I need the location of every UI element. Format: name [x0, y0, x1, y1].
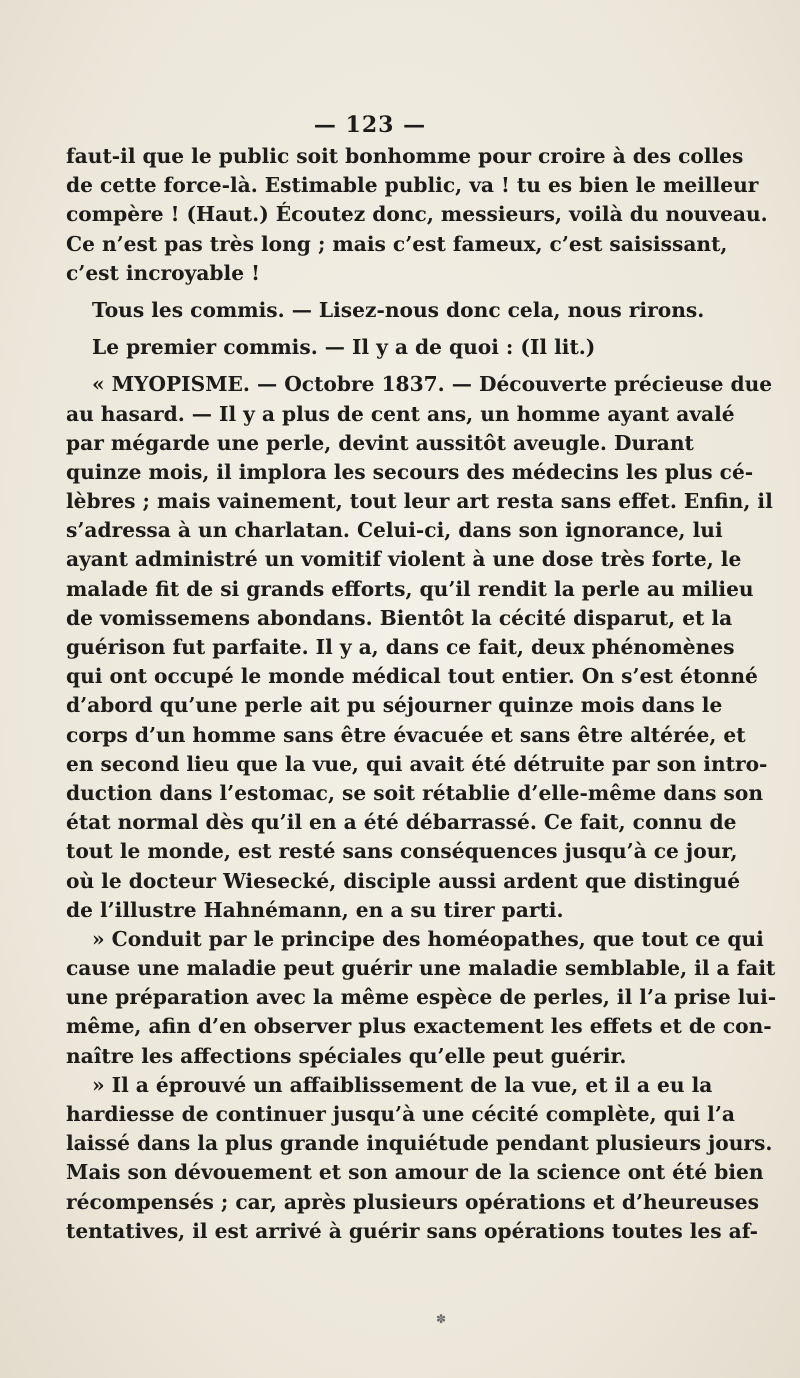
text-line: tout le monde, est resté sans conséquences jusqu’à ce jour,: [66, 839, 738, 864]
text-line: en second lieu que la vue, qui avait été détruite par son intro-: [66, 751, 768, 776]
text-line: duction dans l’estomac, se soit rétablie d’elle-même dans son: [66, 780, 764, 805]
text-line: hardiesse de continuer jusqu’à une cécité complète, qui l’a: [66, 1102, 735, 1126]
text-line: » Il a éprouvé un affaiblissement de la vue, et il a eu la: [92, 1072, 713, 1097]
text-line: Tous les commis. — Lisez-nous donc cela, nous rirons.: [92, 297, 705, 322]
text-line: de l’illustre Hahnémann, en a su tirer parti.: [66, 897, 564, 922]
text-line: corps d’un homme sans être évacuée et sans être altérée, et: [66, 722, 746, 747]
text-line: de vomissemens abondans. Bientôt la cécité disparut, et la: [66, 605, 733, 630]
page-speck-mark: ✽: [436, 1312, 447, 1326]
text-line: Ce n’est pas très long ; mais c’est fameux, c’est saisissant,: [66, 231, 728, 256]
text-line: d’abord qu’une perle ait pu séjourner quinze mois dans le: [66, 693, 723, 718]
text-line: une préparation avec la même espèce de perles, il l’a prise lui-: [66, 985, 777, 1010]
text-line: quinze mois, il implora les secours des médecins les plus cé-: [66, 459, 754, 484]
text-line: faut-il que le public soit bonhomme pour croire à des colles: [66, 144, 744, 168]
text-line: laissé dans la plus grande inquiétude pendant plusieurs jours.: [66, 1131, 773, 1156]
text-line: où le docteur Wiesecké, disciple aussi ardent que distingué: [66, 868, 741, 893]
text-line: compère ! (Haut.) Écoutez donc, messieurs, voilà du nouveau.: [66, 202, 768, 227]
text-line: » Conduit par le principe des homéopathes, que tout ce qui: [92, 926, 764, 951]
text-line: Le premier commis. — Il y a de quoi : (Il lit.): [92, 335, 596, 360]
text-line: de cette force-là. Estimable public, va ! tu es bien le meilleur: [66, 173, 759, 198]
page-number: — 123 —: [313, 112, 427, 138]
text-line: qui ont occupé le monde médical tout entier. On s’est étonné: [66, 664, 758, 689]
text-line: ayant administré un vomitif violent à une dose très forte, le: [66, 547, 742, 572]
text-line: « MYOPISME. — Octobre 1837. — Découverte précieuse due: [92, 372, 773, 397]
text-line: cause une maladie peut guérir une maladie semblable, il a fait: [66, 956, 776, 981]
text-line: s’adressa à un charlatan. Celui-ci, dans son ignorance, lui: [66, 518, 723, 543]
text-line: c’est incroyable !: [66, 260, 260, 285]
text-line: tentatives, il est arrivé à guérir sans opérations toutes les af-: [66, 1218, 759, 1243]
text-line: même, afin d’en observer plus exactement les effets et de con-: [66, 1014, 772, 1039]
text-line: état normal dès qu’il en a été débarrassé. Ce fait, connu de: [66, 810, 737, 835]
text-line: lèbres ; mais vainement, tout leur art resta sans effet. Enfin, il: [66, 489, 773, 514]
text-line: malade fit de si grands efforts, qu’il rendit la perle au milieu: [66, 576, 754, 601]
text-line: guérison fut parfaite. Il y a, dans ce fait, deux phénomènes: [66, 635, 735, 659]
body-text: [66, 142, 777, 1246]
text-line: récompensés ; car, après plusieurs opérations et d’heureuses: [66, 1189, 759, 1214]
text-line: naître les affections spéciales qu’elle peut guérir.: [66, 1043, 627, 1068]
text-line: Mais son dévouement et son amour de la science ont été bien: [66, 1160, 764, 1185]
text-line: par mégarde une perle, devint aussitôt aveugle. Durant: [66, 430, 694, 455]
text-line: au hasard. — Il y a plus de cent ans, un homme ayant avalé: [66, 401, 735, 426]
